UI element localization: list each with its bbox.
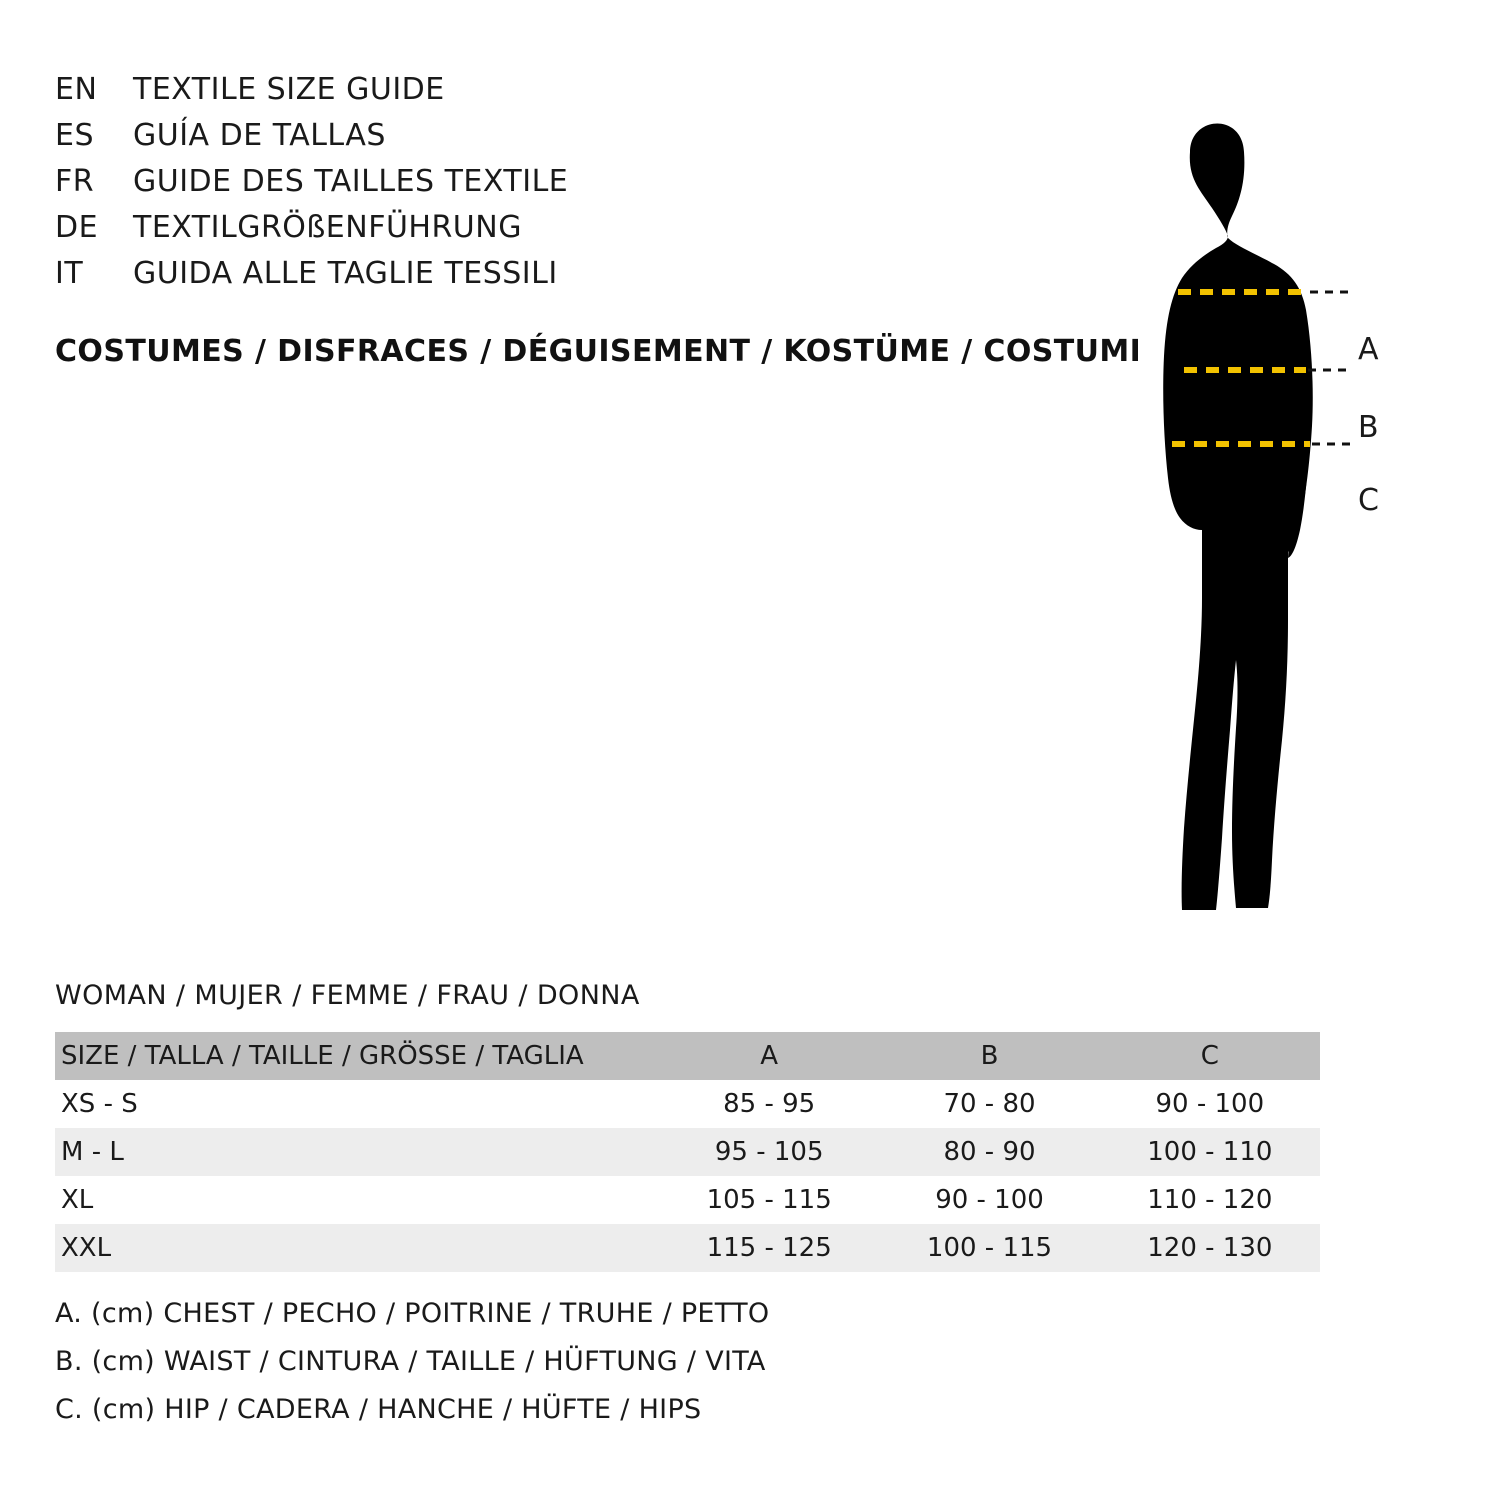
language-text-it: GUIDA ALLE TAGLIE TESSILI xyxy=(133,256,558,291)
language-row-es xyxy=(55,118,1055,164)
cell-a: 115 - 125 xyxy=(706,1233,832,1263)
costumes-subtitle: COSTUMES / DISFRACES / DÉGUISEMENT / KOSTÜME / COSTUMI xyxy=(55,334,1142,369)
cell-b: 80 - 90 xyxy=(943,1137,1036,1167)
cell-b: 70 - 80 xyxy=(943,1089,1036,1119)
table-row xyxy=(55,1176,1320,1224)
language-row-it xyxy=(55,256,1055,302)
language-code-de: DE xyxy=(55,210,99,245)
cell-c: 90 - 100 xyxy=(1155,1089,1265,1119)
language-code-fr: FR xyxy=(55,164,95,199)
cell-size: XL xyxy=(61,1185,94,1215)
table-row xyxy=(55,1224,1320,1272)
size-table xyxy=(55,1032,1320,1272)
language-text-fr: GUIDE DES TAILLES TEXTILE xyxy=(133,164,569,199)
language-code-it: IT xyxy=(55,256,84,291)
size-table-head xyxy=(55,1032,1320,1080)
measurement-legend xyxy=(55,1290,1255,1434)
cell-size: XXL xyxy=(61,1233,112,1263)
table-row xyxy=(55,1080,1320,1128)
cell-a: 105 - 115 xyxy=(706,1185,832,1215)
language-code-es: ES xyxy=(55,118,94,153)
cell-b: 90 - 100 xyxy=(935,1185,1044,1215)
female-silhouette-figure xyxy=(1060,60,1460,950)
cell-size: M - L xyxy=(61,1137,124,1167)
header-size: SIZE / TALLA / TAILLE / GRÖSSE / TAGLIA xyxy=(61,1041,584,1071)
silhouette-shape xyxy=(1163,123,1313,910)
language-code-en: EN xyxy=(55,72,98,107)
marker-label-c: C xyxy=(1358,483,1379,518)
legend-line-c: C. (cm) HIP / CADERA / HANCHE / HÜFTE / HIPS xyxy=(55,1394,702,1425)
cell-b: 100 - 115 xyxy=(926,1233,1053,1263)
header-c: C xyxy=(1200,1041,1219,1071)
language-text-de: TEXTILGRÖßENFÜHRUNG xyxy=(133,210,522,245)
language-row-de xyxy=(55,210,1055,256)
cell-a: 85 - 95 xyxy=(723,1089,816,1119)
table-header-row xyxy=(55,1032,1320,1080)
cell-c: 120 - 130 xyxy=(1147,1233,1273,1263)
language-text-en: TEXTILE SIZE GUIDE xyxy=(133,72,445,107)
language-row-fr xyxy=(55,164,1055,210)
cell-a: 95 - 105 xyxy=(714,1137,824,1167)
leader-lines xyxy=(1308,292,1352,444)
cell-size: XS - S xyxy=(61,1089,138,1119)
header-a: A xyxy=(760,1041,779,1071)
language-text-es: GUÍA DE TALLAS xyxy=(133,118,386,153)
language-header-block xyxy=(55,72,1055,302)
table-caption: WOMAN / MUJER / FEMME / FRAU / DONNA xyxy=(55,980,640,1011)
marker-label-a: A xyxy=(1358,332,1379,367)
header-b: B xyxy=(980,1041,999,1071)
marker-label-b: B xyxy=(1358,410,1379,445)
table-row xyxy=(55,1128,1320,1176)
cell-c: 110 - 120 xyxy=(1147,1185,1273,1215)
size-table-body xyxy=(55,1080,1320,1272)
cell-c: 100 - 110 xyxy=(1147,1137,1273,1167)
legend-line-b: B. (cm) WAIST / CINTURA / TAILLE / HÜFTUNG / VITA xyxy=(55,1346,766,1377)
legend-line-a: A. (cm) CHEST / PECHO / POITRINE / TRUHE / PETTO xyxy=(55,1298,770,1329)
language-row-en xyxy=(55,72,1055,118)
